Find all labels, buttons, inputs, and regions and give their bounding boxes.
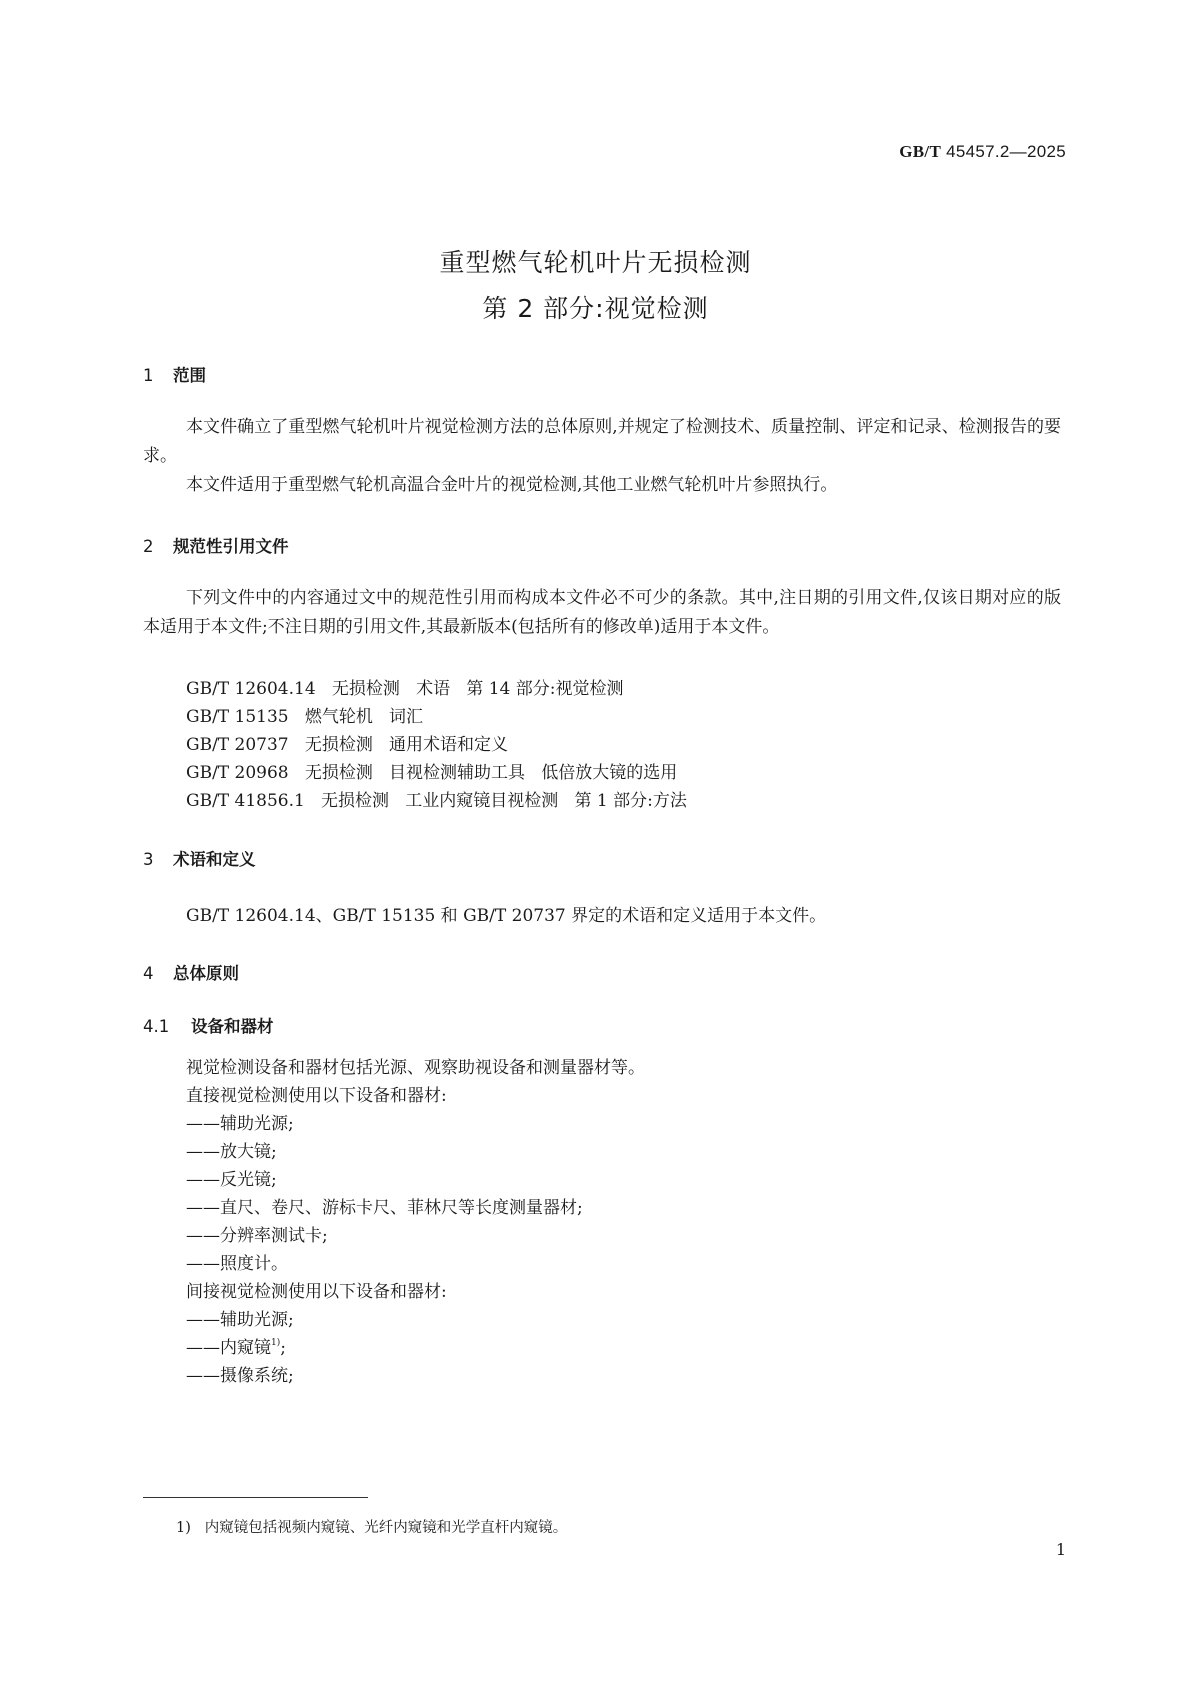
- list-item: ——辅助光源;: [186, 1310, 294, 1330]
- standard-code: [899, 142, 1066, 162]
- section-3-paragraph-1: GB/T 12604.14、GB/T 15135 和 GB/T 20737 界定的术语和定义适用于本文件。: [186, 906, 827, 926]
- footnote-divider: [143, 1497, 368, 1498]
- footnote-text: 内窥镜包括视频内窥镜、光纤内窥镜和光学直杆内窥镜。: [204, 1520, 568, 1536]
- list-item: ——分辨率测试卡;: [186, 1226, 328, 1246]
- page-number: 1: [1055, 1540, 1066, 1559]
- section-number: 4: [143, 964, 154, 983]
- reference-item: GB/T 15135 燃气轮机 词汇: [186, 707, 424, 727]
- subsection-4-1-heading: [143, 1013, 274, 1037]
- list-item: [186, 1333, 286, 1358]
- footnote-mark: 1): [176, 1520, 191, 1536]
- section-title: 规范性引用文件: [173, 537, 289, 556]
- subsection-4-1-paragraph-1: 视觉检测设备和器材包括光源、观察助视设备和测量器材等。: [186, 1058, 645, 1078]
- reference-item: GB/T 41856.1 无损检测 工业内窥镜目视检测 第 1 部分:方法: [186, 791, 687, 811]
- list-item-punct: ;: [280, 1338, 286, 1358]
- section-number: 2: [143, 537, 154, 556]
- footnote-reference: 1): [271, 1338, 281, 1348]
- reference-item: GB/T 20737 无损检测 通用术语和定义: [186, 735, 509, 755]
- section-number: 3: [143, 850, 154, 869]
- section-1-heading: [143, 362, 206, 386]
- document-title: 重型燃气轮机叶片无损检测: [439, 248, 752, 277]
- section-1-paragraph-1: 本文件确立了重型燃气轮机叶片视觉检测方法的总体原则,并规定了检测技术、质量控制、评定和记录、检测报告的要求。: [143, 417, 1061, 466]
- list-item: ——直尺、卷尺、游标卡尺、菲林尺等长度测量器材;: [186, 1198, 583, 1218]
- section-3-heading: [143, 846, 256, 870]
- section-4-heading: [143, 960, 239, 984]
- section-title: 范围: [173, 366, 206, 385]
- document-subtitle: 第 2 部分:视觉检测: [482, 294, 709, 323]
- section-2-heading: [143, 533, 289, 557]
- subsection-title: 设备和器材: [191, 1017, 274, 1036]
- section-1-paragraph-2: 本文件适用于重型燃气轮机高温合金叶片的视觉检测,其他工业燃气轮机叶片参照执行。: [186, 475, 838, 495]
- list-item: ——反光镜;: [186, 1170, 277, 1190]
- list-item: ——辅助光源;: [186, 1114, 294, 1134]
- standard-number: 45457.2—2025: [946, 142, 1066, 161]
- list-item-text: ——内窥镜: [186, 1338, 271, 1358]
- reference-item: GB/T 20968 无损检测 目视检测辅助工具 低倍放大镜的选用: [186, 763, 678, 783]
- section-2-paragraph-1: 下列文件中的内容通过文中的规范性引用而构成本文件必不可少的条款。其中,注日期的引用文件,仅该日期对应的版本适用于本文件;不注日期的引用文件,其最新版本(包括所有的修改单)适用于本文件。: [143, 588, 1061, 637]
- list-item: ——摄像系统;: [186, 1366, 294, 1386]
- list-item: ——照度计。: [186, 1254, 288, 1274]
- subsection-4-1-paragraph-3: 间接视觉检测使用以下设备和器材:: [186, 1282, 447, 1302]
- standard-prefix: GB/T: [899, 142, 942, 161]
- subsection-number: 4.1: [143, 1017, 170, 1036]
- footnote: [176, 1516, 567, 1537]
- section-title: 总体原则: [173, 964, 239, 983]
- section-number: 1: [143, 366, 154, 385]
- reference-item: GB/T 12604.14 无损检测 术语 第 14 部分:视觉检测: [186, 679, 624, 699]
- section-title: 术语和定义: [173, 850, 256, 869]
- list-item: ——放大镜;: [186, 1142, 277, 1162]
- subsection-4-1-paragraph-2: 直接视觉检测使用以下设备和器材:: [186, 1086, 447, 1106]
